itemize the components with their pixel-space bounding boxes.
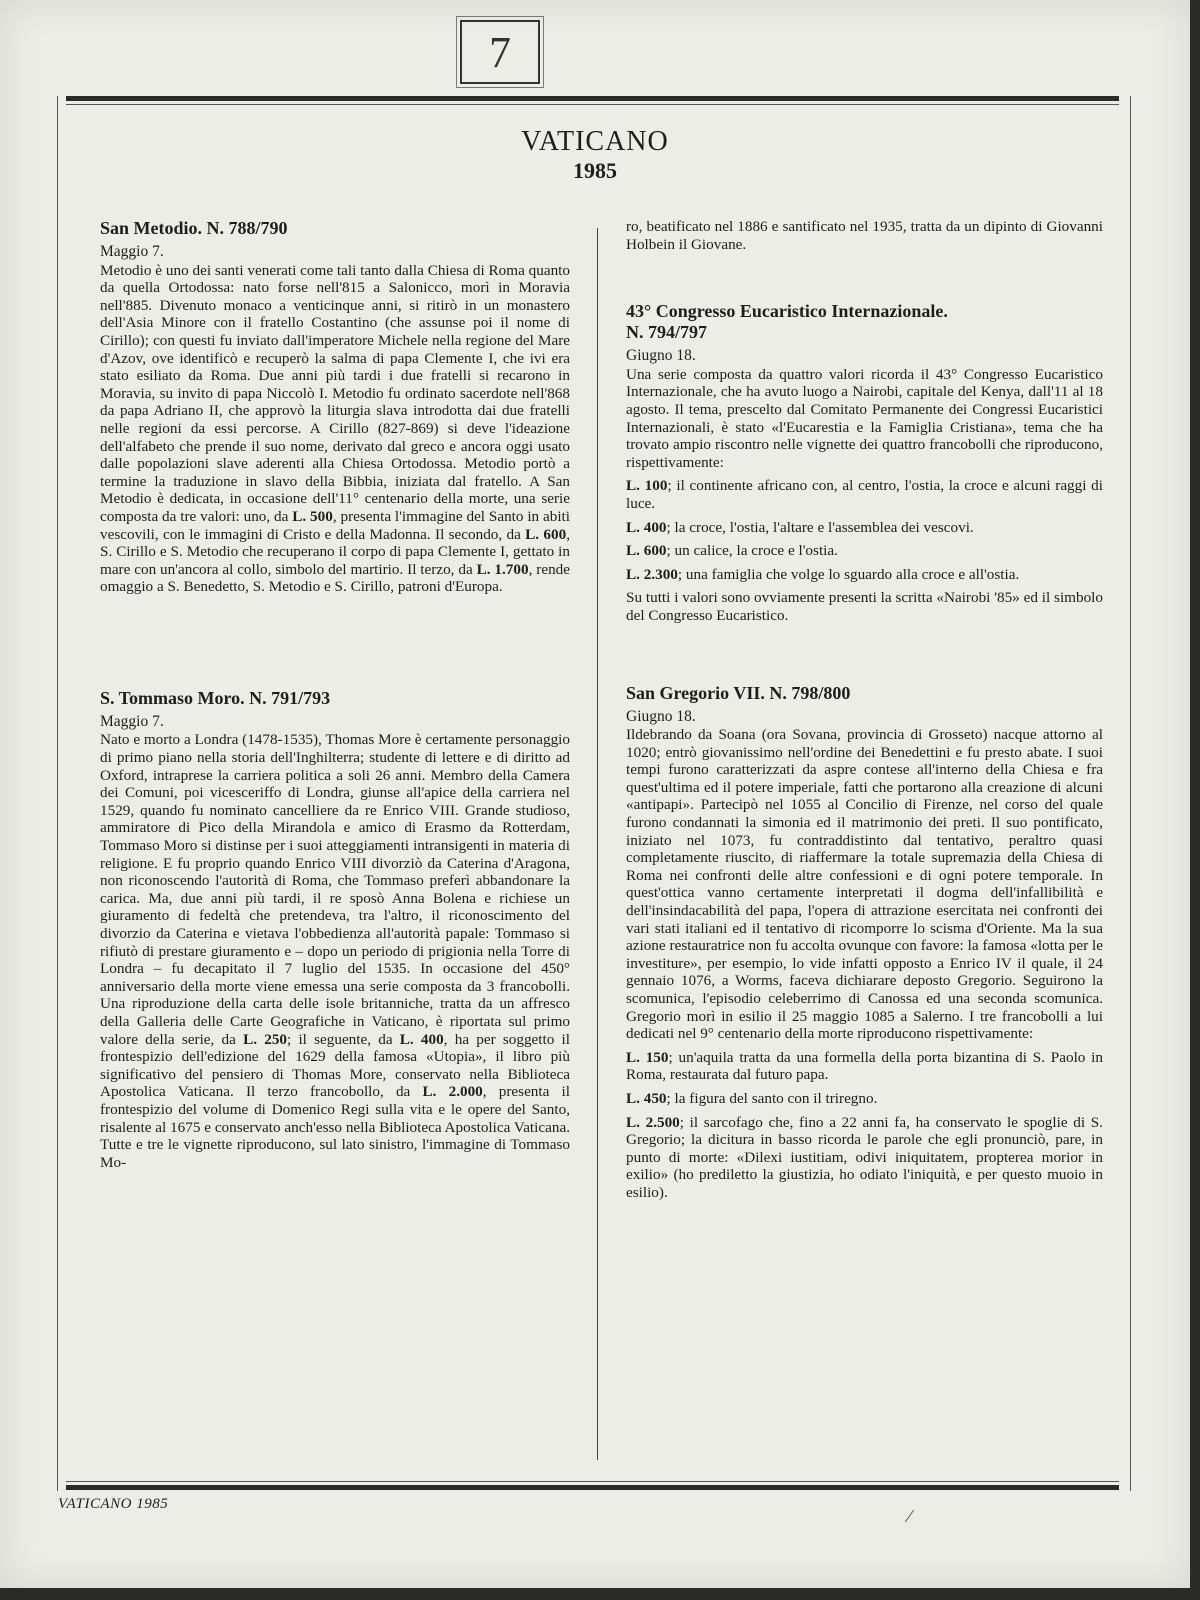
section-outro: Su tutti i valori sono ovviamente presenti la scritta «Nairobi '85» ed il simbolo del Congresso Eucaristico.: [626, 589, 1103, 624]
stamp-item: [626, 1114, 1103, 1202]
left-column: [100, 218, 570, 1177]
stamp-value: L. 2.500: [626, 1113, 680, 1131]
page-number: 7: [489, 27, 511, 77]
column-divider: [597, 228, 598, 1460]
text-run: , ha per soggetto il frontespizio dell'edizione del 1629 della famosa «Utopia», il libro più significativo del pensiero di Thomas More, conservato nella Biblioteca Apostolica Vaticana. Il terzo francobollo, da: [100, 1030, 570, 1101]
text-run: , presenta l'immagine del Santo in abiti vescovili, con le immagini di Cristo e della Madonna. Il secondo, da: [100, 507, 570, 543]
stamp-item: [626, 1049, 1103, 1084]
right-column: [626, 218, 1103, 1208]
text-run: ; il seguente, da: [287, 1030, 400, 1048]
issue-date: Maggio 7.: [100, 243, 164, 260]
stamp-value: L. 500: [292, 507, 333, 525]
stamp-item: [626, 1090, 1103, 1108]
text-run: , S. Cirillo e S. Metodio che recuperano il corpo di papa Clemente I, gettato in mare con un'ancora al collo, simbolo del martirio. Il terzo, da: [100, 525, 571, 578]
page-year: 1985: [573, 158, 617, 183]
section-title: San Gregorio VII. N. 798/800: [626, 682, 851, 703]
stamp-value: L. 1.700: [476, 560, 529, 578]
page-title: VATICANO: [521, 126, 669, 157]
bottom-rule-thin: [66, 1481, 1119, 1482]
stamp-value: L. 100: [626, 477, 668, 495]
stamp-value: L. 150: [626, 1048, 669, 1066]
text-run: , presenta il frontespizio del volume di Domenico Regi sulla vita e le opere del Santo, risalente al 1675 e conservato anch'esso nella Biblioteca Apostolica Vaticana. Tutte e tre le vignette riproducono, sul lato sinistro, l'immagine di Tommaso Mo-: [100, 1083, 570, 1171]
stamp-item: [626, 477, 1103, 512]
pencil-mark: ⁄: [908, 1506, 912, 1526]
stamp-value: L. 600: [525, 525, 567, 543]
title-line: 43° Congresso Eucaristico Internazionale.: [626, 301, 948, 322]
stamp-item: [626, 519, 1103, 537]
text-run: , rende omaggio a S. Benedetto, S. Metodio e S. Cirillo, patroni d'Europa.: [100, 560, 570, 596]
section-intro: Una serie composta da quattro valori ricorda il 43° Congresso Eucaristico Internazionale, che ha avuto luogo a Nairobi, capitale del Kenya, dall'11 al 18 agosto. Il tema, prescelto dal Comitato Permanente dei Congressi Eucaristici Internazionali, è stato «l'Eucarestia e la Famiglia Cristiana», tema che ha trovato ampio riscontro nelle vignette dei quattro francobolli che riproducono, rispettivamente:: [626, 365, 1103, 471]
stamp-value: L. 450: [626, 1089, 667, 1107]
stamp-value: L. 400: [399, 1030, 444, 1048]
section-san-gregorio: [626, 683, 1103, 1202]
section-congresso-eucaristico: [626, 301, 1103, 624]
section-body: [100, 731, 570, 1171]
stamp-description: ; il sarcofago che, fino a 22 anni fa, ha conservato le spoglie di S. Gregorio; la dicitura in basso ricorda le parole che egli pronunciò, pare, in punto di morte: «Dilexi iustitiam, odivi iniquitatem, propterea morior in exilio» (ho prediletto la giustizia, ho odiato l'iniquità, e per questo muoio in esilio).: [626, 1113, 1103, 1201]
continued-text: ro, beatificato nel 1886 e santificato nel 1935, tratta da un dipinto di Giovanni Holbein il Giovane.: [626, 218, 1103, 253]
section-san-metodio: [100, 218, 570, 596]
section-body: [100, 262, 570, 596]
stamp-value: L. 400: [626, 518, 667, 536]
bottom-rule: [66, 1485, 1119, 1490]
stamp-description: ; un calice, la croce e l'ostia.: [666, 542, 838, 560]
title-line: N. 794/797: [626, 322, 707, 343]
section-title: S. Tommaso Moro. N. 791/793: [100, 687, 331, 708]
text-run: Metodio è uno dei santi venerati come tali tanto dalla Chiesa di Roma quanto da quella Ortodossa: nato forse nell'815 a Salonicco, morì in Moravia nell'885. Divenuto monaco a venticinque anni, si ritirò in un monastero dell'Asia Minore con il fratello Costantino (che assunse poi il nome di Cirillo); con questi fu inviato dall'imperatore Michele nella regione del Mare d'Azov, ove identificò e recuperò la salma di papa Clemente I, che ivi era stato esiliato da Roma. Due anni più tardi i due fratelli si recarono in Moravia, su invito di papa Niccolò I. Metodio fu ordinato sacerdote nell'868 da papa Adriano II, che approvò la liturgia slava introdotta dai due fratelli nelle regioni da essi percorse. A Cirillo (827-869) si deve l'ideazione dell'alfabeto che prende il suo nome, derivato dal greco e ancora oggi usato dalle popolazioni slave aderenti alla Chiesa Ortodossa. Metodio portò a termine la traduzione in slavo della Bibbia, iniziata dal fratello. A San Metodio è dedicata, in occasione dell'11° centenario della morte, una serie composta da tre valori: uno, da: [100, 261, 570, 525]
text-run: Nato e morto a Londra (1478-1535), Thomas More è certamente personaggio di primo piano nella storia dell'Inghilterra; studente di lettere e di diritto ad Oxford, intraprese la carriera politica a soli 26 anni. Membro della Camera dei Comuni, poi vicesceriffo di Londra, giunse all'apice della carriera nel 1529, quando fu nominato cancelliere da re Enrico VIII. Grande studioso, ammiratore di Pico della Mirandola e amico di Erasmo da Rotterdam, Tommaso Moro si distinse per i suoi atteggiamenti intransigenti in materia di religione. E fu proprio quando Enrico VIII divorziò da Caterina d'Aragona, non riconoscendo l'autorità di Roma, che Tommaso preferì abbandonare la carica. Ma, due anni più tardi, il re sposò Anna Bolena e richiese un giuramento di fedeltà che pretendeva, tra l'altro, il riconoscimento del divorzio da Caterina e vietava l'obbedienza all'autorità papale: Tommaso si rifiutò di prestare giuramento e – dopo un periodo di prigionia nella Torre di Londra – fu decapitato il 7 luglio del 1535. In occasione del 450° anniversario della morte viene emessa una serie composta da 3 francobolli. Una riproduzione della carta delle isole britanniche, tratta da un affresco della Galleria delle Carte Geografiche in Vaticano, è riportata sul primo valore della serie, da: [100, 731, 570, 1048]
stamp-description: ; la croce, l'ostia, l'altare e l'assemblea dei vescovi.: [666, 518, 974, 536]
stamp-description: ; una famiglia che volge lo sguardo alla croce e all'ostia.: [677, 565, 1020, 583]
stamp-item: [626, 566, 1103, 584]
stamp-value: L. 2.300: [626, 565, 678, 583]
issue-date: Giugno 18.: [626, 707, 696, 725]
section-tommaso-moro: [100, 688, 570, 1171]
stamp-value: L. 2.000: [422, 1083, 483, 1101]
section-title: [626, 301, 1103, 343]
stamp-value: L. 250: [243, 1030, 288, 1048]
stamp-description: ; la figura del santo con il triregno.: [666, 1089, 878, 1107]
stamp-description: ; un'aquila tratta da una formella della porta bizantina di S. Paolo in Roma, restaurata dal futuro papa.: [626, 1048, 1103, 1084]
stamp-description: ; il continente africano con, al centro, l'ostia, la croce e alcuni raggi di luce.: [626, 477, 1103, 512]
issue-date: Maggio 7.: [100, 712, 164, 730]
stamp-item: [626, 542, 1103, 560]
page-footer: VATICANO 1985: [58, 1496, 169, 1512]
section-title: San Metodio. N. 788/790: [100, 218, 288, 238]
issue-date: Giugno 18.: [626, 347, 696, 365]
section-intro: Ildebrando da Soana (ora Sovana, provincia di Grosseto) nacque attorno al 1020; entrò giovanissimo nell'ordine dei Benedettini e fu presto abate. I suoi tempi furono caratterizzati da aspre contese all'interno della Chiesa e fra quest'ultima ed il potere imperiale, fatti che portarono alla creazione di alcuni «antipapi». Partecipò nel 1055 al Concilio di Firenze, nel corso del quale furono condannati la simonia ed il matrimonio dei preti. Il suo pontificato, iniziato nel 1073, fu contraddistinto dal tentativo, peraltro quasi completamente riuscito, di riaffermare la totale supremazia della Chiesa di Roma nei confronti delle altre confessioni e di ogni potere temporale. In quest'ottica vanno certamente interpretati il dogma dell'infallibilità e dell'insindacabilità del papa, l'opera di attrazione esercitata nei confronti dei vari stati italiani ed il tentativo di ricomporre lo scisma d'Oriente. Ma la sua azione restauratrice non fu accolta ovunque con favore: la famosa «lotta per le investiture», per esempio, lo vide infatti opposto a Enrico IV il quale, il 24 gennaio 1076, a Worms, faceva dichiarare deposto Gregorio. Seguirono la scomunica, l'episodio celeberrimo di Canossa ed una seconda scomunica. Gregorio morì in esilio il 25 maggio 1085 a Salerno. I tre francobolli a lui dedicati nel 9° centenario della morte riproducono rispettivamente:: [626, 726, 1103, 1043]
page-header: [0, 126, 1190, 184]
stamp-value: L. 600: [626, 542, 667, 560]
page-number-box: [460, 20, 540, 84]
